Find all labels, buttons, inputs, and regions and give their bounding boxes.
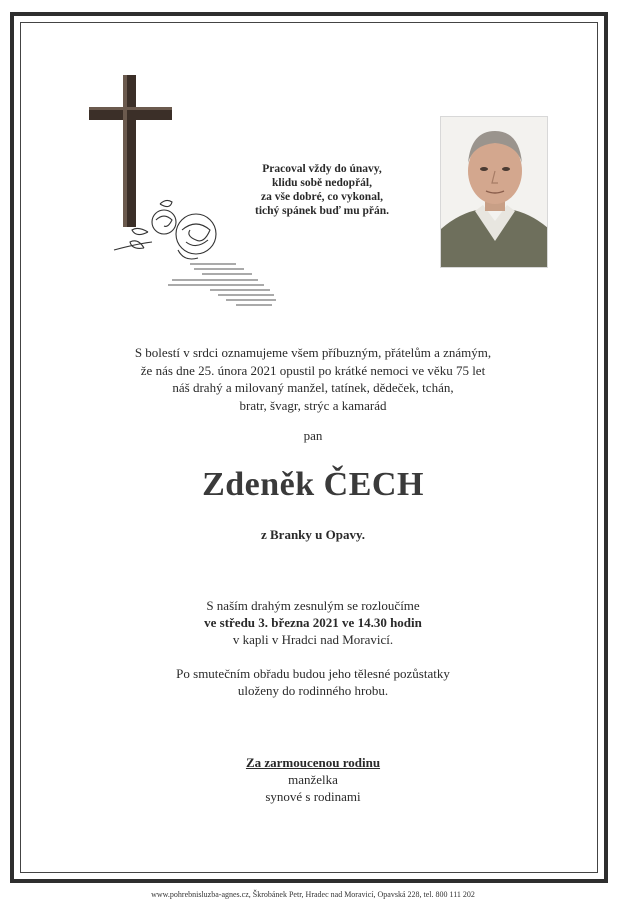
funeral-service-footer: www.pohrebnisluzba-agnes.cz, Škrobánek Petr, Hradec nad Moravicí, Opavská 228, tel. 800 111 202 — [151, 890, 475, 899]
family-heading: Za zarmoucenou rodinu — [245, 755, 381, 770]
portrait-photo — [440, 116, 548, 268]
announcement-line: náš drahý a milovaný manžel, tatínek, dědeček, tchán, — [172, 380, 454, 395]
death-announcement — [60, 344, 566, 414]
title-pan: pan — [303, 428, 323, 443]
deceased-name: Zdeněk ČECH — [202, 466, 424, 503]
ceremony-line: S naším drahým zesnulým se rozloučíme — [206, 598, 420, 613]
deceased-origin: z Branky u Opavy. — [260, 527, 366, 542]
announcement-line: bratr, švagr, strýc a kamarád — [239, 397, 387, 413]
verse-line: tichý spánek buď mu přán. — [254, 205, 389, 217]
announcement-line: S bolestí v srdci oznamujeme všem příbuzným, přátelům a známým, — [134, 345, 492, 360]
memorial-verse — [222, 162, 422, 218]
burial-line: uloženy do rodinného hrobu. — [237, 683, 389, 698]
verse-line: Pracoval vždy do únavy, — [262, 163, 382, 175]
ceremony-place: v kapli v Hradci nad Moravicí. — [232, 632, 394, 647]
ceremony-details — [0, 597, 626, 648]
portrait-image — [441, 117, 548, 268]
announcement-line: že nás dne 25. února 2021 opustil po krátké nemoci ve věku 75 let — [140, 362, 486, 378]
burial-line: Po smutečním obřadu budou jeho tělesné pozůstatky — [176, 666, 450, 681]
verse-line: za vše dobré, co vykonal, — [260, 191, 384, 203]
verse-line: klidu sobě nedopřál, — [271, 177, 373, 189]
burial-note — [0, 665, 626, 699]
family-member: synové s rodinami — [265, 789, 361, 804]
family-signature — [0, 754, 626, 805]
family-member: manželka — [288, 772, 338, 787]
ceremony-date: ve středu 3. března 2021 ve 14.30 hodin — [204, 615, 422, 630]
